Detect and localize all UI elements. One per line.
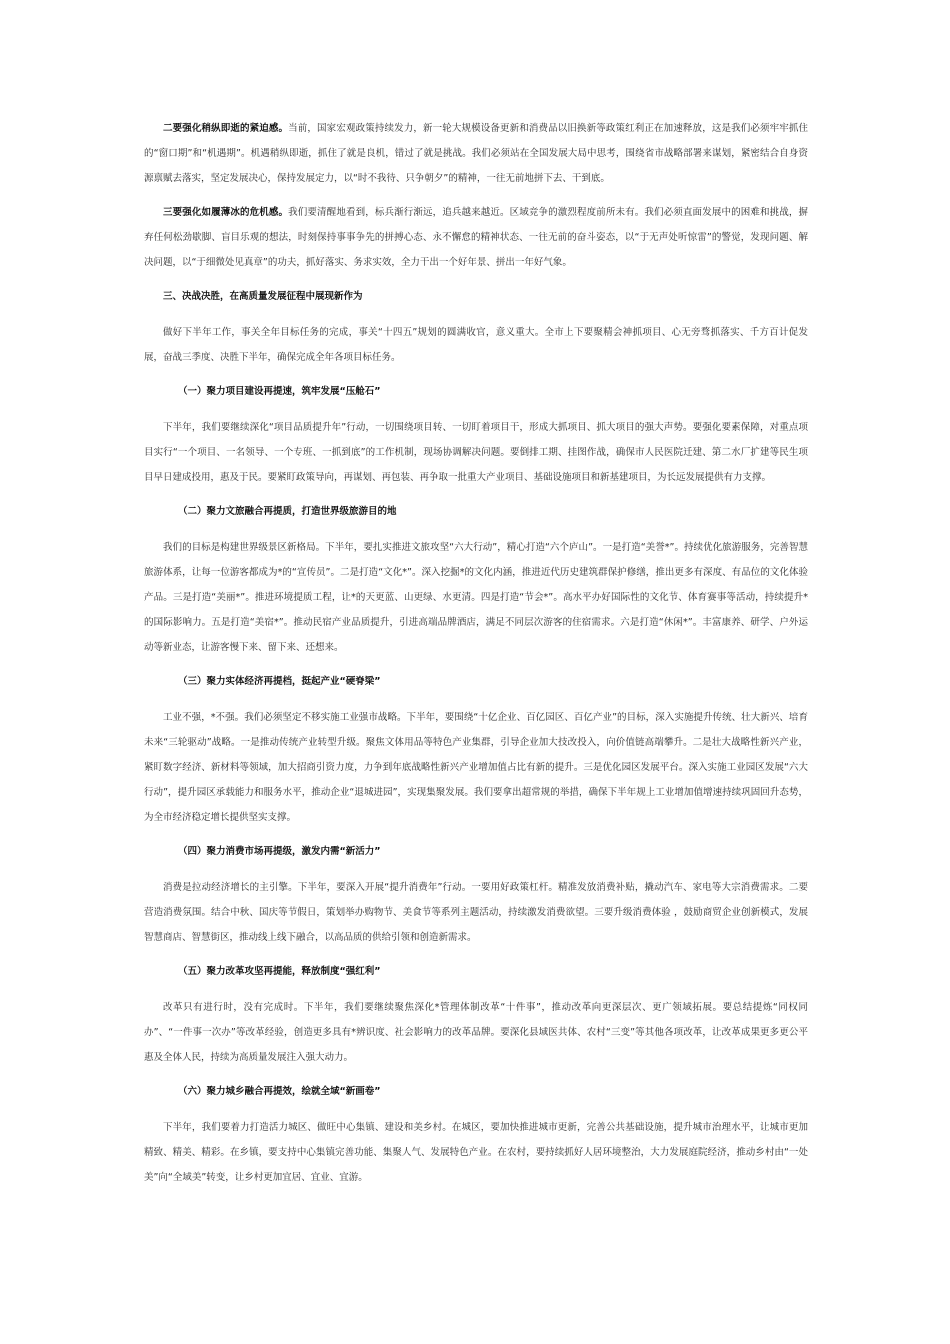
paragraph-intro bbox=[144, 320, 808, 370]
paragraph-tourism bbox=[144, 535, 808, 660]
paragraph-text: 我们的目标是构建世界级景区新格局。下半年，要扎实推进文旅攻坚“六大行动”，精心打造“六个庐山”。一是打造“美誉*”。持续优化旅游服务，完善智慧旅游体系，让每一位游客都成为*的“宣传员”。二是打造“文化*”。深入挖掘*的文化内涵，推进近代历史建筑群保护修缮，推出更多有深度、有品位的文化体验产品。三是打造“美丽*”。推进环境提质工程，让*的天更蓝、山更绿、水更清。四是打造“节会*”。高水平办好国际性的文化节、体育赛事等活动，持续提升*的国际影响力。五是打造“美宿*”。推动民宿产业品质提升，引进高端品牌酒店，满足不同层次游客的住宿需求。六是打造“休闲*”。丰富康养、研学、户外运动等新业态，让游客慢下来、留下来、还想来。 bbox=[144, 542, 808, 653]
paragraph-text: 下半年，我们要着力打造活力城区、做旺中心集镇、建设和美乡村。在城区，要加快推进城市更新，完善公共基础设施，提升城市治理水平，让城市更加精致、精美、精彩。在乡镇，要支持中心集镇完善功能、集聚人气、发展特色产业。在农村，要持续抓好人居环境整治，大力发展庭院经济，推动乡村由“一处美”向“全域美”转变，让乡村更加宜居、宜业、宜游。 bbox=[144, 1122, 808, 1183]
paragraph-urgency bbox=[144, 116, 808, 191]
paragraph-consumption bbox=[144, 875, 808, 950]
paragraph-crisis bbox=[144, 200, 808, 275]
paragraph-projects bbox=[144, 415, 808, 490]
paragraph-urban-rural bbox=[144, 1115, 808, 1190]
subheading-industry: （三）聚力实体经济再提档，挺起产业“硬脊梁” bbox=[178, 676, 381, 687]
paragraph-industry bbox=[144, 705, 808, 830]
paragraph-text: 当前，国家宏观政策持续发力，新一轮大规模设备更新和消费品以旧换新等政策红利正在加速释放，这是我们必须牢牢抓住的“窗口期”和“机遇期”。机遇稍纵即逝，抓住了就是良机，错过了就是挑战。我们必须站在全国发展大局中思考，围绕省市战略部署来谋划，紧密结合自身资源禀赋去落实，坚定发展决心，保持发展定力，以“时不我待、只争朝夕”的精神，一往无前地拼下去、干到底。 bbox=[144, 123, 808, 184]
subheading-projects: （一）聚力项目建设再提速，筑牢发展“压舱石” bbox=[178, 386, 381, 397]
section-heading: 三、决战决胜，在高质量发展征程中展现新作为 bbox=[163, 291, 363, 302]
subheading-consumption: （四）聚力消费市场再提级，激发内需“新活力” bbox=[178, 846, 381, 857]
paragraph-text: 改革只有进行时，没有完成时。下半年，我们要继续聚焦深化*管理体制改革“十件事”，推动改革向更深层次、更广领域拓展。要总结提炼“同权同办”、“一件事一次办”等改革经验，创造更多具有*辨识度、社会影响力的改革品牌。要深化县域医共体、农村“三变”等其他各项改革，让改革成果更多更公平惠及全体人民，持续为高质量发展注入强大动力。 bbox=[144, 1002, 808, 1063]
paragraph-text: 做好下半年工作，事关全年目标任务的完成，事关“十四五”规划的圆满收官，意义重大。全市上下要聚精会神抓项目、心无旁骛抓落实、千方百计促发展，奋战三季度、决胜下半年，确保完成全年各项目标任务。 bbox=[144, 327, 808, 363]
subheading-reform: （五）聚力改革攻坚再提能，释放制度“强红利” bbox=[178, 966, 381, 977]
paragraph-text: 工业不强，*不强。我们必须坚定不移实施工业强市战略。下半年，要围绕“十亿企业、百亿园区、百亿产业”的目标，深入实施提升传统、壮大新兴、培育未来“三轮驱动”战略。一是推动传统产业转型升级。聚焦文体用品等特色产业集群，引导企业加大技改投入，向价值链高端攀升。二是壮大战略性新兴产业，紧盯数字经济、新材料等领域，加大招商引资力度，力争到年底战略性新兴产业增加值占比有新的提升。三是优化园区发展平台。深入实施工业园区发展“六大行动”，提升园区承载能力和服务水平，推动企业“退城进园”，实现集聚发展。我们要拿出超常规的举措，确保下半年规上工业增加值增速持续巩固回升态势，为全市经济稳定增长提供坚实支撑。 bbox=[144, 712, 808, 823]
paragraph-lead: 二要强化稍纵即逝的紧迫感。 bbox=[163, 123, 289, 134]
paragraph-lead: 三要强化如履薄冰的危机感。 bbox=[163, 207, 289, 218]
subheading-tourism: （二）聚力文旅融合再提质，打造世界级旅游目的地 bbox=[178, 506, 397, 517]
paragraph-text: 消费是拉动经济增长的主引擎。下半年，要深入开展“提升消费年”行动。一要用好政策杠杆。精准发放消费补贴，撬动汽车、家电等大宗消费需求。二要营造消费氛围。结合中秋、国庆等节假日，策划举办购物节、美食节等系列主题活动，持续激发消费欲望。三要升级消费体验 ，鼓励商贸企业创新模式，发展智慧商店、智慧街区，推动线上线下融合，以高品质的供给引领和创造新需求。 bbox=[144, 882, 808, 943]
subheading-urban-rural: （六）聚力城乡融合再提效，绘就全域“新画卷” bbox=[178, 1086, 381, 1097]
document-page bbox=[144, 116, 808, 1199]
paragraph-text: 我们要清醒地看到，标兵渐行渐远，追兵越来越近。区域竞争的激烈程度前所未有。我们必须直面发展中的困难和挑战，摒弃任何松劲歇脚、盲目乐观的想法，时刻保持事事争先的拼搏心态、永不懈怠的精神状态、一往无前的奋斗姿态，以“于无声处听惊雷”的警觉，发现问题、解决问题，以“于细微处见真章”的功夫，抓好落实、务求实效，全力干出一个好年景、拼出一年好气象。 bbox=[144, 207, 808, 268]
paragraph-text: 下半年，我们要继续深化“项目品质提升年”行动，一切围绕项目转、一切盯着项目干，形成大抓项目、抓大项目的强大声势。要强化要素保障，对重点项目实行“一个项目、一名领导、一个专班、一抓到底”的工作机制，现场协调解决问题。要倒排工期、挂图作战，确保市人民医院迁建、第二水厂扩建等民生项目早日建成投用，惠及于民。要紧盯政策导向，再谋划、再包装、再争取一批重大产业项目、基础设施项目和新基建项目，为长远发展提供有力支撑。 bbox=[144, 422, 808, 483]
paragraph-reform bbox=[144, 995, 808, 1070]
